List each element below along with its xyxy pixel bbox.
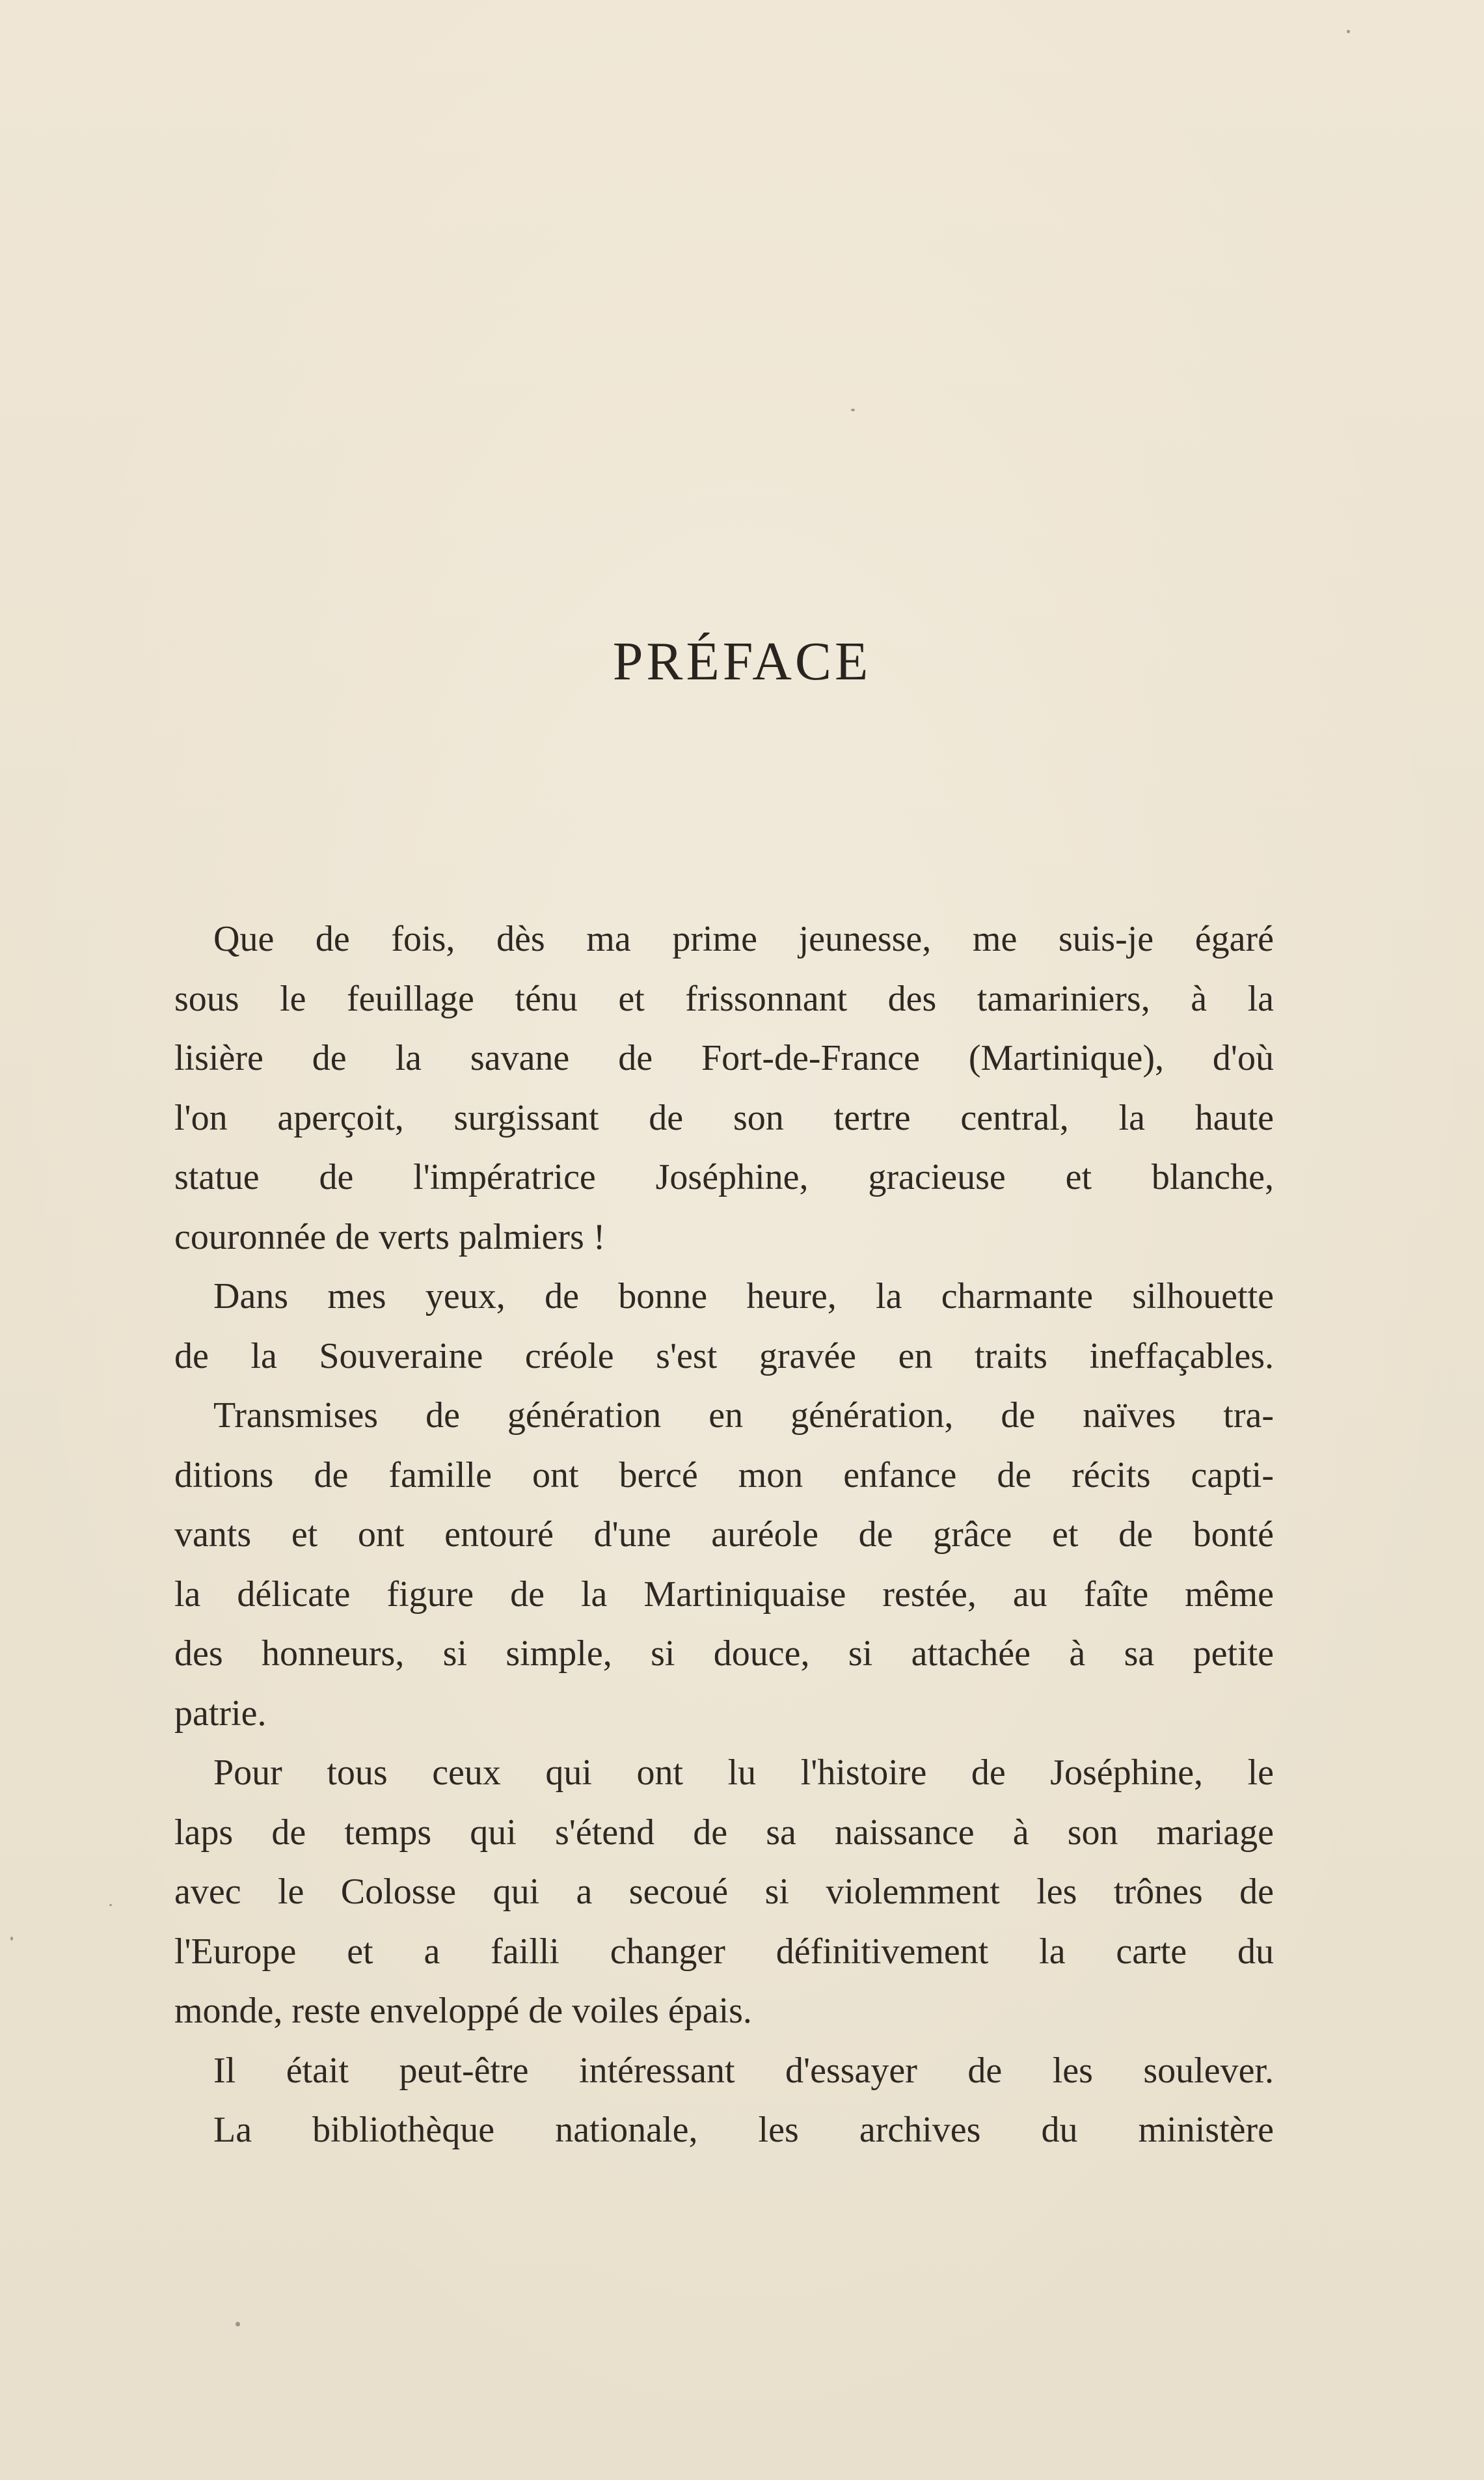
text-line: monde, reste enveloppé de voiles épais. — [174, 1991, 752, 2031]
text-line: avec le Colosse qui a secoué si violemment les trônes de — [174, 1872, 1274, 1912]
paper-speck — [851, 409, 855, 411]
text-line: patrie. — [174, 1693, 267, 1734]
paper-speck — [10, 1937, 13, 1941]
text-line: statue de l'impératrice Joséphine, gracieuse et blanche, — [174, 1157, 1274, 1197]
text-line: Transmises de génération en génération, de naïves tra- — [213, 1395, 1274, 1436]
text-line: La bibliothèque nationale, les archives du ministère — [213, 2110, 1274, 2150]
preface-body — [174, 910, 1274, 2160]
text-line: Dans mes yeux, de bonne heure, la charmante silhouette — [213, 1276, 1274, 1316]
text-line: ditions de famille ont bercé mon enfance de récits capti- — [174, 1454, 1274, 1495]
text-line: des honneurs, si simple, si douce, si attachée à sa petite — [174, 1633, 1274, 1674]
text-line: l'Europe et a failli changer définitivement la carte du — [174, 1931, 1274, 1972]
text-line: de la Souveraine créole s'est gravée en traits ineffaçables. — [174, 1335, 1274, 1376]
text-line: lisière de la savane de Fort-de-France (Martinique), d'où — [174, 1038, 1274, 1078]
text-line: laps de temps qui s'étend de sa naissance à son mariage — [174, 1812, 1274, 1853]
text-line: la délicate figure de la Martiniquaise restée, au faîte même — [174, 1574, 1274, 1615]
paper-speck — [109, 1904, 112, 1906]
text-line: sous le feuillage ténu et frissonnant des tamariniers, à la — [174, 978, 1274, 1019]
page-title: PRÉFACE — [612, 631, 872, 692]
text-line: vants et ont entouré d'une auréole de grâce et de bonté — [174, 1514, 1274, 1555]
paper-speck — [1347, 30, 1350, 33]
text-line: l'on aperçoit, surgissant de son tertre central, la haute — [174, 1097, 1274, 1138]
paper-speck — [236, 2322, 240, 2326]
text-line: Que de fois, dès ma prime jeunesse, me suis-je égaré — [213, 919, 1274, 959]
text-line: Pour tous ceux qui ont lu l'histoire de Joséphine, le — [213, 1752, 1274, 1793]
text-line: Il était peut-être intéressant d'essayer de les soulever. — [213, 2050, 1274, 2091]
text-line: couronnée de verts palmiers ! — [174, 1216, 606, 1257]
